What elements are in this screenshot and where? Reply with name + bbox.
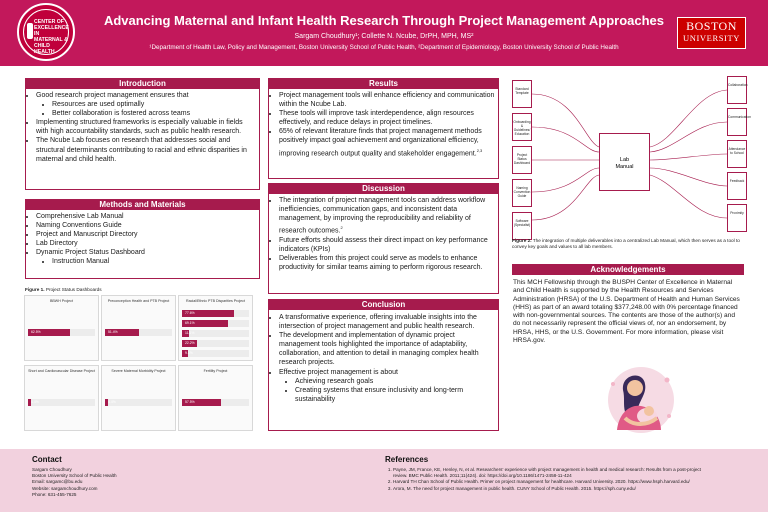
dashboard-bar-label: 9.1% — [185, 351, 193, 355]
dashboard-bar-track — [28, 329, 95, 336]
dashboard-panel — [178, 365, 253, 431]
poster-authors: Sargam Choudhury¹; Collette N. Ncube, DrPH, MPH, MS² — [294, 33, 474, 40]
discussion-title: Discussion — [268, 183, 499, 194]
discussion-bullet-text: The integration of project management tools can address workflow inefficiencies, communication gaps, and inconsistent data management, by improving the reproducibility and reliability of research outcomes. — [279, 197, 486, 235]
dashboard-panel — [178, 295, 253, 361]
deliverable-node: Software (Specialist) — [512, 212, 532, 240]
figure1-caption-label: Figure 1. — [25, 287, 45, 292]
connector-line — [650, 122, 727, 152]
dashboard-bar — [105, 399, 116, 406]
contact-email[interactable]: Email: sargamc@bu.edu — [32, 479, 83, 485]
conclusion-bullet — [279, 368, 496, 404]
intro-bullet-text: Good research project management ensures that — [36, 92, 189, 99]
results-bullet: • These tools will improve task interdependence, align resources effectively, and reduce delays in project timelines. — [279, 109, 496, 127]
value-node: Attendance to School — [727, 140, 747, 168]
dashboard-bar-track — [182, 330, 249, 337]
dashboard-bar — [182, 310, 234, 317]
dashboard-bar-track — [182, 310, 249, 317]
discussion-body — [270, 196, 496, 272]
dashboard-title: Fertility Project — [203, 369, 228, 373]
dashboard-title: Severe Maternal Morbidity Project — [111, 369, 166, 373]
contact-website[interactable]: Website: sargamchoudhury.com — [32, 485, 98, 491]
intro-bullet: • The Ncube Lab focuses on research that addresses social and structural determinants contributing to racial and ethnic disparities in maternal and child health. — [36, 136, 256, 163]
methods-item — [36, 248, 256, 266]
dashboard-bar-track — [182, 340, 249, 347]
deliverable-node: Project Status Dashboard — [512, 146, 532, 174]
dashboard-bar-track — [105, 399, 172, 406]
connector-line — [650, 175, 727, 218]
dashboard-bar-label: 62.5% — [31, 330, 41, 334]
connector-line — [532, 175, 599, 220]
results-bullet — [279, 127, 496, 158]
dashboard-bar — [182, 330, 195, 337]
figure2-caption-text: The integration of multiple deliverables into a centralized Lab Manual, which then serves as a tool to convey key goals and values to all lab members. — [512, 238, 740, 249]
bu-logo-line2: UNIVERSITY — [683, 33, 740, 43]
conclusion-sub-bullet: • Creating systems that ensure inclusivity and long-term sustainability — [295, 386, 496, 404]
results-bullet: • Project management tools will enhance efficiency and communication within the Ncube Lab. — [279, 91, 496, 109]
logo-text: CENTER OF EXCELLENCE IN MATERNAL & CHILD HEALTH — [34, 19, 69, 55]
results-body — [270, 91, 496, 158]
methods-item-text: Dynamic Project Status Dashboard — [36, 249, 145, 257]
figure1-caption-text: Project Status Dashboards — [44, 287, 102, 292]
references-list — [385, 467, 715, 492]
connector-line — [532, 127, 599, 152]
dashboard-bar-track — [182, 399, 249, 406]
value-node: Communication — [727, 108, 747, 136]
intro-bullet — [36, 91, 256, 118]
methods-item: • Project and Manuscript Directory — [36, 230, 256, 239]
dashboard-title: Preconception Health and PTB Project — [107, 299, 170, 303]
deliverable-node: Naming Convention Guide — [512, 179, 532, 207]
dashboard-bar-label: 4.4% — [108, 400, 116, 404]
dashboard-title: Short and Cardiovascular Disease Project — [28, 369, 95, 373]
dashboard-bar-track — [182, 320, 249, 327]
methods-item: • Comprehensive Lab Manual — [36, 212, 256, 221]
contact-org: Boston University School of Public Health — [32, 473, 117, 479]
value-node: Feedback — [727, 172, 747, 200]
dashboard-bar — [182, 320, 228, 327]
mother-face — [627, 380, 643, 396]
dashboard-title: BBWH Project — [50, 299, 73, 303]
conclusion-bullet: • A transformative experience, offering invaluable insights into the intersection of project management and public health research. — [279, 313, 496, 331]
deliverable-node: Onboarding & Guidelines/ Education — [512, 113, 532, 141]
dashboard-bar-label: 22.2% — [185, 341, 195, 345]
acknowledgements-title: Acknowledgements — [512, 264, 744, 275]
dashboard-bar-track — [28, 399, 95, 406]
boston-university-logo — [677, 17, 746, 49]
methods-item: • Lab Directory — [36, 239, 256, 248]
dashboard-bar-track — [182, 350, 249, 357]
dashboard-panel — [101, 295, 176, 361]
connector-line — [650, 90, 727, 147]
conclusion-title: Conclusion — [268, 299, 499, 310]
value-node: Proximity — [727, 204, 747, 232]
bu-logo-line1: BOSTON — [686, 19, 737, 33]
conclusion-sub-bullet: • Achieving research goals — [295, 377, 496, 386]
connector-line — [532, 168, 599, 192]
reference-item: 3. Arora, M. The need for project management in public health. CUNY School of Public Health. 2015. https://sph.cuny.edu/ — [393, 486, 715, 492]
poster-affiliations: ¹Department of Health Law, Policy and Management, Boston University School of Public Health, ²Department of Epidemiology, Boston University School of Public Health — [149, 44, 619, 51]
dashboard-panel — [24, 365, 99, 431]
discussion-bullet — [279, 196, 496, 236]
reference-item: 2. Harvard TH Chan School of Public Health. Primer on project management for healthcare. Harvard University. 2020. https://www.hsph.harvard.edu/ — [393, 479, 715, 485]
dashboard-title: Racial/Ethnic PTB Disparities Project — [186, 299, 245, 303]
methods-item: • Naming Conventions Guide — [36, 221, 256, 230]
dashboard-bar — [105, 329, 139, 336]
lab-manual-node — [599, 133, 650, 191]
contact-title: Contact — [32, 455, 62, 464]
mother-and-baby-illustration — [603, 360, 677, 436]
dashboard-bar-label: 57.5% — [185, 400, 195, 404]
citation-superscript: 2,3 — [476, 147, 483, 153]
results-title: Results — [268, 78, 499, 89]
dashboard-bar-label: 51.4% — [108, 330, 118, 334]
figure2-caption — [512, 238, 744, 250]
contact-name: Sargam Choudhury — [32, 467, 72, 472]
methods-sub-item: • Instruction Manual — [52, 257, 256, 266]
dashboard-bar-label: 69.1% — [185, 321, 195, 325]
dashboard-bar — [182, 340, 197, 347]
deliverable-node: Standard Template — [512, 80, 532, 108]
results-bullet-text: 65% of relevant literature finds that project management methods positively impact goal achievement and organizational efficiency, improving research output quality and stakeholder engagement. — [279, 128, 482, 157]
intro-sub-bullet: • Resources are used optimally — [52, 100, 256, 109]
dashboard-bar-label: 77.6% — [185, 311, 195, 315]
value-node: Collaboration — [727, 76, 747, 104]
dashboard-bar — [28, 399, 39, 406]
intro-sub-bullet: • Better collaboration is fostered across teams — [52, 109, 256, 118]
conclusion-body — [270, 313, 496, 404]
dashboard-bar — [28, 329, 70, 336]
dashboard-bar — [182, 350, 193, 357]
contact-body — [32, 467, 117, 498]
lab-manual-label: Lab Manual — [615, 157, 634, 170]
acknowledgements-text: This MCH Fellowship through the BUSPH Center of Excellence in Maternal and Child Health is supported by the Health Resources and Services Administration (HRSA) of the U.S. Department of Health and Human Services (HHS) as part of an award totaling $377,248.00 with 0% percentage financed with non-governmental sources. The contents are those of the author(s) and do not necessarily represent the official views of, nor an endorsement, by HRSA, HHS, or the U.S. Government. For more information, please visit HRSA.gov. — [513, 279, 740, 345]
methods-title: Methods and Materials — [25, 199, 260, 210]
reference-item: 1. Payne, JM, France, KE, Henley, N, et al. Researchers' experience with project management in health and medical research: Results from a post-project review. BMC Public Health. 2011;11(424). doi: https://doi.org/10.1186/1471-2458-11-424 — [393, 467, 715, 479]
intro-bullet: • Implementing structured frameworks is especially valuable in fields with high accountability standards, such as public health research. — [36, 118, 256, 136]
discussion-bullet: • Deliverables from this project could serve as models to enhance productivity for similar teams aiming to perform rigorous research. — [279, 254, 496, 272]
connector-line — [650, 154, 727, 160]
conclusion-bullet-text: Effective project management is about — [279, 368, 398, 376]
conclusion-bullet: • The development and implementation of dynamic project management tools highlighted the importance of adaptability, collaboration, and attention to detail in managing complex health research projects. — [279, 331, 496, 367]
figure1-caption — [25, 287, 102, 292]
dashboard-panel — [24, 295, 99, 361]
connector-line — [532, 94, 599, 147]
introduction-body — [27, 91, 256, 164]
contact-phone: Phone: 631-455-7625 — [32, 491, 77, 497]
poster-title: Advancing Maternal and Infant Health Research Through Project Management Approaches — [103, 13, 665, 28]
dashboard-bar-label: 11.1% — [185, 331, 195, 335]
discussion-bullet: • Future efforts should assess their direct impact on key performance indicators (KPIs) — [279, 236, 496, 254]
citation-superscript: 2 — [340, 225, 343, 231]
dashboard-bar — [182, 399, 221, 406]
connector-line — [650, 168, 727, 186]
figure2-caption-label: Figure 2. — [512, 238, 532, 243]
methods-body — [27, 212, 256, 267]
dashboard-bar-track — [105, 329, 172, 336]
references-title: References — [385, 455, 429, 464]
baby-face — [644, 406, 654, 416]
center-of-excellence-logo — [17, 3, 75, 61]
dashboard-bar-label: 4.4% — [31, 400, 39, 404]
introduction-title: Introduction — [25, 78, 260, 89]
dashboard-panel — [101, 365, 176, 431]
